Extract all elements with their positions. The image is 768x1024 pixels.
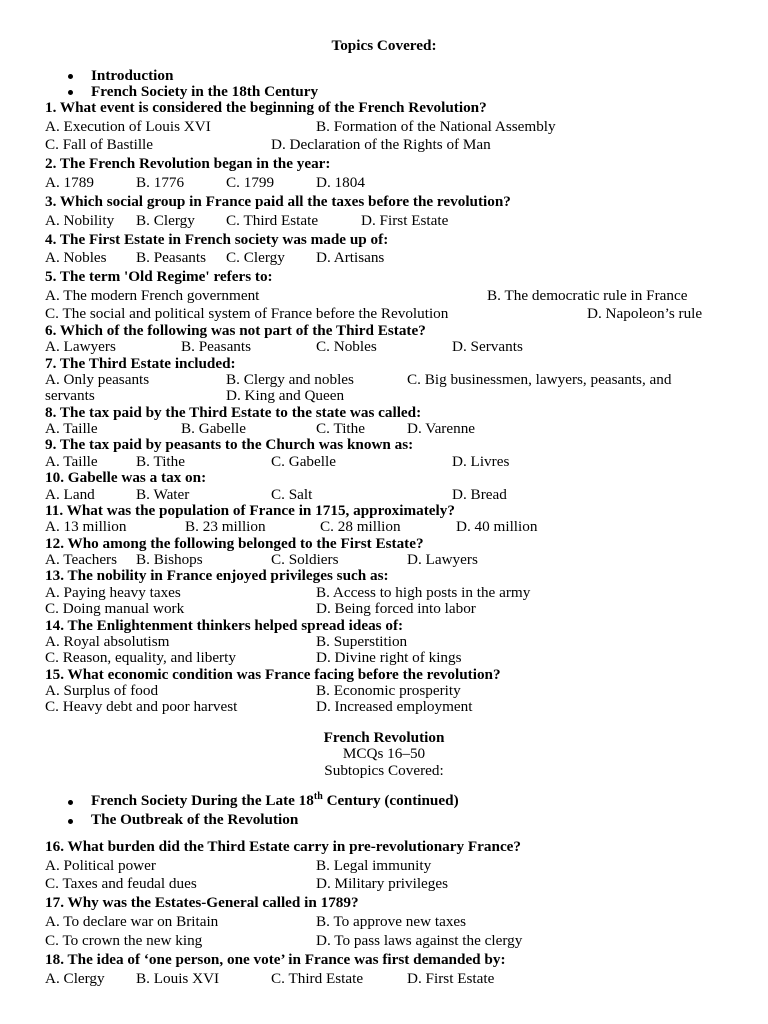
question-text: 6. Which of the following was not part of the Third Estate? [45,322,426,339]
answer-option: A. Clergy [45,970,105,987]
question-text: 9. The tax paid by peasants to the Church was known as: [45,436,414,453]
question-text: 2. The French Revolution began in the year: [45,155,331,172]
bullet-icon [68,800,73,805]
answer-option: C. 1799 [226,174,275,191]
answer-option: D. 1804 [316,174,365,191]
answer-option: A. Lawyers [45,338,116,355]
answer-option: A. Paying heavy taxes [45,584,181,601]
answer-option: B. To approve new taxes [316,913,467,930]
answer-option: B. Access to high posts in the army [316,584,531,601]
answer-option: A. Land [45,486,95,503]
answer-option: A. Nobility [45,212,115,229]
question-text: 13. The nobility in France enjoyed privileges such as: [45,567,389,584]
subtopic-item [91,792,459,810]
answer-option: B. Water [136,486,190,503]
answer-option: A. Teachers [45,551,118,568]
question-text: 14. The Enlightenment thinkers helped spread ideas of: [45,617,404,634]
answer-option: B. Clergy [136,212,195,229]
answer-option: B. Peasants [136,249,207,266]
topic-item: Introduction [91,67,174,84]
section-title: French Revolution [323,729,445,746]
answer-option: C. Taxes and feudal dues [45,875,197,892]
answer-option: C. Third Estate [226,212,319,229]
answer-option: B. 23 million [185,518,266,535]
question-text: 10. Gabelle was a tax on: [45,469,207,486]
question-text: 11. What was the population of France in 1715, approximately? [45,502,455,519]
answer-option: B. Gabelle [181,420,246,437]
answer-option: B. Tithe [136,453,185,470]
answer-option: C. Reason, equality, and liberty [45,649,236,666]
question-text: 5. The term 'Old Regime' refers to: [45,268,273,285]
answer-option: D. First Estate [361,212,449,229]
answer-option: C. Salt [271,486,313,503]
answer-option: B. The democratic rule in France [487,287,688,304]
answer-option: D. 40 million [456,518,538,535]
answer-option: A. Nobles [45,249,107,266]
answer-option: A. Political power [45,857,156,874]
answer-option: A. Execution of Louis XVI [45,118,211,135]
answer-option: servants [45,387,95,404]
answer-option: C. The social and political system of France before the Revolution [45,305,449,322]
question-text: 4. The First Estate in French society was made up of: [45,231,389,248]
answer-option: B. Peasants [181,338,252,355]
answer-option: D. Divine right of kings [316,649,462,666]
answer-option: D. Being forced into labor [316,600,476,617]
answer-option: D. Livres [452,453,510,470]
subtopics-label: Subtopics Covered: [324,762,444,779]
answer-option: D. Varenne [407,420,476,437]
answer-option: C. Gabelle [271,453,336,470]
question-text: 3. Which social group in France paid all the taxes before the revolution? [45,193,511,210]
answer-option: D. King and Queen [226,387,345,404]
answer-option: A. Royal absolutism [45,633,170,650]
answer-option: B. Louis XVI [136,970,220,987]
question-text: 7. The Third Estate included: [45,355,236,372]
answer-option: B. Superstition [316,633,408,650]
answer-option: C. Soldiers [271,551,339,568]
subtopic-text: Century (continued) [322,792,459,809]
answer-option: D. Servants [452,338,523,355]
answer-option: D. Declaration of the Rights of Man [271,136,491,153]
answer-option: C. Heavy debt and poor harvest [45,698,238,715]
answer-option: D. Bread [452,486,507,503]
section-subtitle: MCQs 16–50 [342,745,426,762]
answer-option: B. Economic prosperity [316,682,461,699]
question-text: 15. What economic condition was France facing before the revolution? [45,666,501,683]
answer-option: B. Bishops [136,551,203,568]
answer-option: A. Taille [45,420,98,437]
question-text: 17. Why was the Estates-General called in 1789? [45,894,359,911]
question-text: 12. Who among the following belonged to the First Estate? [45,535,424,552]
question-text: 1. What event is considered the beginning of the French Revolution? [45,99,487,116]
answer-option: A. 1789 [45,174,94,191]
answer-option: C. Tithe [316,420,365,437]
subtopic-item: The Outbreak of the Revolution [91,811,299,828]
question-text: 16. What burden did the Third Estate carry in pre-revolutionary France? [45,838,522,855]
answer-option: C. To crown the new king [45,932,203,949]
answer-option: A. The modern French government [45,287,260,304]
ordinal-suffix: th [313,790,323,802]
answer-option: D. Lawyers [407,551,478,568]
answer-option: A. Surplus of food [45,682,159,699]
answer-option: D. Artisans [316,249,385,266]
bullet-icon [68,90,73,95]
answer-option: B. 1776 [136,174,185,191]
answer-option: D. First Estate [407,970,495,987]
answer-option: C. Doing manual work [45,600,185,617]
answer-option: A. Only peasants [45,371,150,388]
answer-option: C. 28 million [320,518,401,535]
answer-option: A. 13 million [45,518,127,535]
answer-option: D. Increased employment [316,698,473,715]
bullet-icon [68,819,73,824]
answer-option: A. To declare war on Britain [45,913,219,930]
answer-option: D. To pass laws against the clergy [316,932,523,949]
answer-option: B. Clergy and nobles [226,371,354,388]
answer-option: D. Military privileges [316,875,449,892]
answer-option: D. Napoleon’s rule [587,305,703,322]
answer-option: A. Taille [45,453,98,470]
answer-option: B. Formation of the National Assembly [316,118,556,135]
answer-option: C. Clergy [226,249,285,266]
question-text: 8. The tax paid by the Third Estate to the state was called: [45,404,422,421]
page-heading: Topics Covered: [331,37,437,54]
answer-option: C. Big businessmen, lawyers, peasants, and [407,371,672,388]
question-text: 18. The idea of ‘one person, one vote’ in France was first demanded by: [45,951,506,968]
answer-option: C. Third Estate [271,970,364,987]
answer-option: B. Legal immunity [316,857,432,874]
answer-option: C. Fall of Bastille [45,136,153,153]
answer-option: C. Nobles [316,338,377,355]
subtopic-text: French Society During the Late 18 [91,792,314,809]
bullet-icon [68,74,73,79]
topic-item: French Society in the 18th Century [91,83,319,100]
